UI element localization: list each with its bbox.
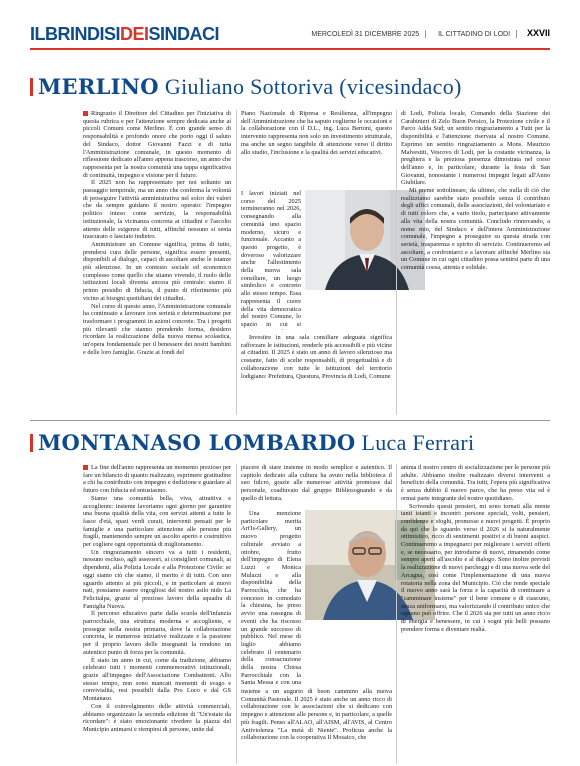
article-column-1	[83, 110, 231, 415]
rubric-title-part-1: ILBRINDISI	[30, 24, 121, 44]
article-paragraph: insieme a un augurio di buon cammino alla nuova Comunità Pastorale. Il 2025 è stato anche un anno ricco di collaborazione con le associazioni che si dedicano con impegno e attenzione alle persone e, in particolare, a quelle più fragili. Penso all'ALAO, all'AISM, all'AVIS, al Centro Antiviolenza "La metà di Niente". Proficua anche la collaborazione con la cooperativa Il Mosaico, che	[241, 688, 392, 742]
rubric-title	[30, 24, 219, 45]
article-paragraph: Scrivendo questi pensieri, mi sono tornati alla mente tanti istanti e incontri: persone speciali, volti, pensieri, confidenze e sfoghi, promesse e nuovi progetti. È proprio da qui che lo sguardo verso il 2026 si fa naturalmente ottimistico, ricco di sentimenti positivi e di buoni auspici. Continueremo a impegnarci per migliorare i servizi offerti e, se necessario, per introdurne di nuovi, rimanendo come sempre aperti all'ascolto e al dialogo. Sono inoltre previsti la realizzazione di nuovi parcheggi e di una nuova sede del Arcagna, così come l'implementazione di una nuova rotatoria nella zona del Municipio. Ciò che rende speciale il nuovo anno sarà la forza e la capacità di continuare a "camminare insieme" per il bene comune e di ciascuno, senza uniformarsi, ma valorizzando il contributo unico che ognuno può offrire. Che il 2026 sia per tutti un anno ricco di energia e benessere, in cui i sogni più belli possano prendere forma e diventare realtà.	[401, 502, 550, 633]
article-column-2-wrap	[241, 190, 301, 330]
rubric-title-part-3: SINDACI	[148, 24, 220, 44]
article-paragraph: piacere di stare insieme in modo semplice e autentico. Il capitolo dedicato alla cultura ha avuto nella biblioteca il suo fulcro, grazie alle numerose attività promosse dal personale, coadiuvato dal gruppo Bibliosognando e da quello di lettura.	[241, 464, 392, 502]
article-start-marker	[83, 465, 88, 470]
meta-separator	[516, 30, 517, 38]
column-rule	[236, 110, 237, 415]
article-paragraph: di Lodi, Polizia locale, Comando della Stazione dei Carabinieri di Zelo Buon Persico, la Protezione civile e il Parco Adda Sud; un sentito ringraziamento a Tutti per la disponibilità e l'attenzione riservata al nostro Comune. Esprimo un sentito ringraziamento a Mons. Maurizio Malvestiti, Vescovo di Lodi, per la costante vicinanza, la preghiera e la preziosa presenza dimostrata nel corso dell'anno e, in particolare, durante la festa di San Giovanni, nonostante i numerosi impegni legati all'Anno Giubilare.	[401, 110, 550, 187]
article-column-2-bottom	[241, 688, 392, 764]
section-town	[38, 430, 474, 456]
article-paragraph: Con il coinvolgimento delle attività commerciali, abbiamo organizzato la seconda edizione di "Un'estate da ricordare": è stato emozionante rivedere la piazza del Municipio animarsi e riempirsi di persone, unite dal	[83, 702, 231, 733]
article-column-1	[83, 464, 231, 764]
town-name: MONTANASO LOMBARDO	[38, 430, 356, 455]
article-paragraph: Nel corso di questo anno, l'Amministrazione comunale ha continuato a lavorare con serietà e determinazione per trasformare i programmi in azioni concrete. Tra i progetti più rilevanti che stanno prendendo forma, desidero ricordare la realizzazione della nuova mensa scolastica, un'opera fondamentale per il benessere dei nostri bambini e delle loro famiglie. Grazie ai fondi del	[83, 302, 231, 356]
section-header-montanaso	[30, 426, 550, 456]
column-rule	[396, 464, 397, 764]
town-name: MERLINO	[38, 74, 159, 99]
article-paragraph	[83, 110, 231, 179]
column-rule	[236, 464, 237, 764]
article-paragraph: È stato un anno in cui, come da tradizione, abbiamo celebrato tutti i momenti commemorativi istituzionali, grazie all'impegno dell'Associazione Combattenti. Allo stesso tempo, non sono mancati momenti di svago e convivialità, resi possibili dalla Pro Loco e dal GS Montanaso.	[83, 656, 231, 703]
mayor-name: Giuliano Sottoriva (vicesindaco)	[164, 74, 462, 99]
newspaper-name: IL CITTADINO DI LODI	[438, 31, 511, 38]
paragraph-text: La fine dell'anno rappresenta un momento prezioso per fare un bilancio di quanto realizzato, esprimere gratitudine a chi ha contribuito con impegno e dedizione e guardare al futuro con fiducia ed entusiasmo.	[83, 464, 231, 495]
article-column-3	[401, 110, 550, 415]
article-paragraph: anima il nostro centro di socializzazione per le persone più adulte. Abbiamo inoltre realizzato diversi interventi a beneficio della comunità. Tra tutti, l'opera più significativa è senza dubbio il nuovo parco, che ha preso vita ed è ormai parte integrante del nostro quotidiano.	[401, 464, 550, 502]
article-start-marker	[83, 111, 88, 116]
meta-separator	[425, 30, 426, 38]
masthead-meta	[301, 28, 550, 38]
section-accent-bar	[30, 434, 33, 452]
article-column-2-bottom	[241, 334, 392, 416]
section-divider	[30, 420, 550, 421]
article-paragraph: Un ringraziamento sincero va a tutti i residenti, nessuno escluso, agli assessori, ai consiglieri comunali, ai dipendenti, alla Polizia Locale e alla Protezione Civile: se oggi siamo ciò che siamo, il merito è di tutti. Con uno sguardo attento ai più piccoli, e in particolare ai nuovi nati, possiamo essere orgogliosi del nostro asilo nido La Felicitalpa, grazie al prezioso lavoro della squadra di Famiglia Nuova.	[83, 548, 231, 610]
article-paragraph	[83, 464, 231, 495]
article-paragraph: Il 2025 non ha rappresentato per noi soltanto un passaggio temporale, ma un anno che conferma la volontà di proseguire l'attività amministrativa nel solco dei valori che da sempre guidano il nostro operato: l'impegno politico inteso come servizio, la responsabilità istituzionale, la vicinanza concreta ai cittadini e l'ascolto attento delle esigenze di tutti, affinché nessuno si senta trascurato o lasciato indietro.	[83, 179, 231, 241]
article-paragraph: Il percorso educativo parte dalla scuola dell'infanzia parrocchiale, una struttura moderna e accogliente, e prosegue nella nostra primaria, dove la collaborazione concreta, le numerose iniziative realizzate e la passione per il proprio lavoro delle insegnanti la rendono un autentico punto di forza per la comunità.	[83, 610, 231, 656]
article-column-2-top	[241, 110, 392, 184]
article-paragraph: Siamo una comunità bella, viva, attrattiva e accogliente: insieme lavoriamo ogni giorno per garantire una buona qualità della vita, con servizi attenti a tutte le fasce d'età, spazi verdi curati, interventi pensati per le famiglie e una particolare attenzione alle persone più fragili, mantenendo sempre un ascolto aperto e costruttivo per cogliere ogni opportunità di miglioramento.	[83, 494, 231, 549]
mayor-name: Luca Ferrari	[361, 430, 475, 455]
masthead	[30, 18, 550, 50]
section-town	[38, 74, 462, 100]
section-accent-bar	[30, 78, 33, 96]
article-paragraph: Investire in una sala consiliare adeguata significa rafforzare le istituzioni, renderle più accessibili e più vicine ai cittadini. Il 2025 è stato un anno di lavoro silenzioso ma costante, fatto di scelte responsabili, di progettualità e di collaborazione con tutte le istituzioni del territorio lodigiano: Prefettura, Questura, Provincia di Lodi, Comune	[241, 334, 392, 380]
section-header-merlino	[30, 70, 550, 100]
article-paragraph: Amministrare un Comune significa, prima di tutto, prendersi cura delle persone, significa essere presenti, disponibili al dialogo, capaci di ascoltare anche le istanze più silenziose. In un contesto sociale ed economico complesso come quello che stiamo vivendo, il ruolo delle istituzioni locali diventa ancora più centrale: siamo il primo presidio di fiducia, il punto di riferimento più vicino ai bisogni quotidiani dei cittadini.	[83, 240, 231, 302]
rubric-title-part-2: DEI	[120, 24, 149, 44]
paragraph-text: Ringrazio il Direttore del Cittadino per l'iniziativa di questa rubrica e per l'attenzione sempre dedicata anche ai piccoli Comuni come Merlino. È con grande senso di responsabilità e profondo onore che porto oggi il saluto del Sindaco, dottor Giovanni Fazzi e di tutta l'Amministrazione comunale, in questo momento di riflessione dedicato all'anno appena trascorso, un anno che rappresenta per la nostra comunità una tappa significativa di continuità, impegno e visione per il futuro.	[83, 110, 231, 179]
article-paragraph: Mi preme sottolineare, da ultimo, che nulla di ciò che realizziamo sarebbe stato possibile senza il contributo degli uffici comunali, delle associazioni, del volontariato e di tutti coloro che, a vario titolo, partecipano attivamente alla vita della nostra comunità. Concludo rinnovando, a nome mio, del Sindaco e dell'intera Amministrazione comunale, l'impegno a proseguire su questa strada con serietà, trasparenza e spirito di servizio. Continueremo ad ascoltare, a confrontarci e a lavorare affinché Merlino sia un Comune in cui ogni cittadino possa sentirsi parte di una comunità coesa, attenta e solidale.	[401, 187, 550, 272]
issue-date: MERCOLEDÌ 31 DICEMBRE 2025	[311, 31, 420, 38]
article-paragraph: Una menzione particolare merita Art'Is-Gallery, un nuovo progetto culturale avviato a ottobre, frutto dell'impegno di Elena Luzzi e Monica Mulazzi e alla disponibilità della Parrocchia, che ha concesso in comodato la chiesina, ha preso avvio una rassegna di eventi che ha riscosso un grande successo di pubblico. Nel mese di luglio abbiamo celebrato il centenario della consacrazione della nostra Chiesa Parrocchiale con la Santa Messa e con una	[241, 510, 301, 685]
page-number: XXVII	[526, 28, 550, 38]
article-paragraph: I lavori iniziati nel corso del 2025 termineranno nel 2026, consegnando alla comunità uno spazio moderno, sicuro e funzionale. Accanto a questo progetto, è doveroso valorizzare anche l'allestimento della nuova sala consiliare, un luogo simbolico e concreto allo stesso tempo. Essa rappresenta il cuore della vita democratica del nostro Comune, lo spazio in cui si	[241, 190, 301, 328]
article-column-2-wrap	[241, 510, 301, 685]
column-rule	[396, 110, 397, 415]
article-column-3	[401, 464, 550, 764]
article-paragraph: Piano Nazionale di Ripresa e Resilienza, all'impegno dell'Amministrazione che ha saputo coglierne le occasioni e la collaborazione con il D.L., ing. Luca Bertoni, questo intervento rappresenta non solo un investimento strutturale, ma anche un segno tangibile di attenzione verso il diritto allo studio, l'inclusione e la qualità dei servizi educativi.	[241, 110, 392, 156]
article-column-2-top	[241, 464, 392, 504]
